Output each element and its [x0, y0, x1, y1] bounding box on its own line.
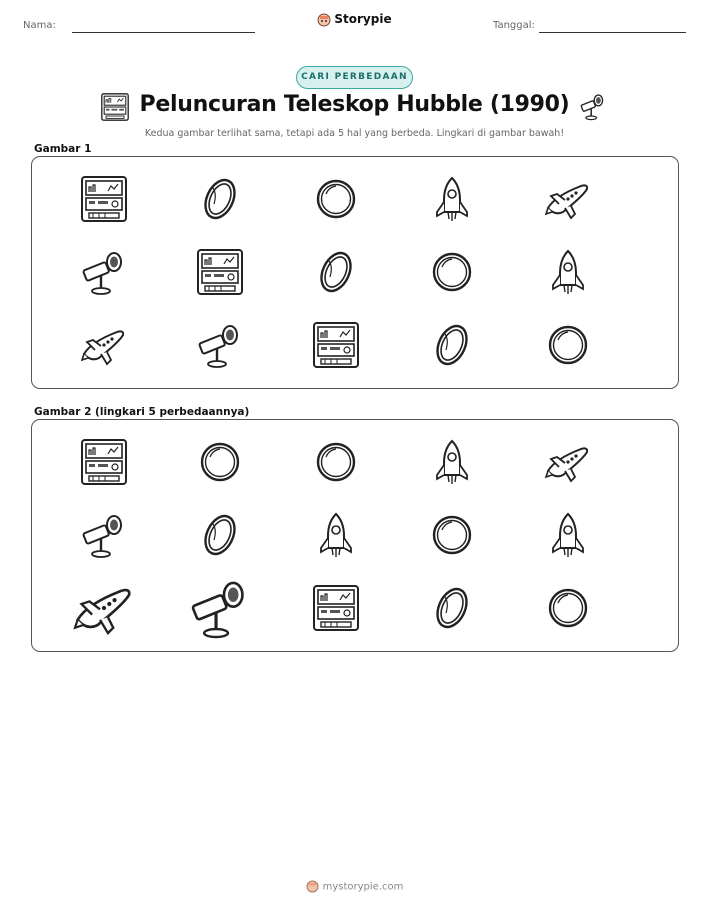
- picture-2-item-control-panel[interactable]: [311, 583, 361, 633]
- rocket-icon: [543, 247, 593, 297]
- picture-1-item-shuttle: [79, 320, 129, 370]
- rocket-icon: [427, 437, 477, 487]
- picture-1-item-telescope: [79, 247, 129, 297]
- picture-1-label: Gambar 1: [34, 143, 92, 155]
- mirror-icon: [195, 437, 245, 487]
- picture-2-item-mirror[interactable]: [311, 437, 361, 487]
- picture-1-item-control-panel: [195, 247, 245, 297]
- picture-1-item-mirror: [543, 320, 593, 370]
- telescope-icon: [187, 575, 253, 641]
- picture-2-item-rocket[interactable]: [311, 510, 361, 560]
- rocket-icon: [427, 174, 477, 224]
- storypie-mascot-icon: [306, 880, 319, 893]
- picture-2-item-telescope[interactable]: [79, 510, 129, 560]
- picture-1-item-mirror: [311, 174, 361, 224]
- picture-2-item-shuttle[interactable]: [543, 437, 593, 487]
- picture-2-item-mirror[interactable]: [543, 583, 593, 633]
- picture-2-item-coin[interactable]: [427, 583, 477, 633]
- brand-logo: [0, 12, 709, 27]
- mirror-icon: [311, 174, 361, 224]
- picture-1-item-mirror: [427, 247, 477, 297]
- picture-2-panel[interactable]: [31, 419, 679, 652]
- name-label: Nama:: [23, 20, 56, 31]
- rocket-icon: [543, 510, 593, 560]
- picture-2-item-telescope[interactable]: [187, 575, 253, 641]
- mirror-icon: [427, 247, 477, 297]
- control-panel-icon: [79, 174, 129, 224]
- picture-2-item-mirror[interactable]: [427, 510, 477, 560]
- picture-1-item-coin: [195, 174, 245, 224]
- coin-icon: [195, 174, 245, 224]
- telescope-icon: [79, 510, 129, 560]
- picture-2-item-rocket[interactable]: [543, 510, 593, 560]
- activity-badge: CARI PERBEDAAN: [296, 66, 413, 89]
- coin-icon: [311, 247, 361, 297]
- picture-1-panel: [31, 156, 679, 389]
- picture-2-label: Gambar 2 (lingkari 5 perbedaannya): [34, 406, 250, 418]
- coin-icon: [427, 320, 477, 370]
- rocket-icon: [311, 510, 361, 560]
- page-title: Peluncuran Teleskop Hubble (1990): [139, 92, 570, 117]
- picture-2-item-shuttle[interactable]: [71, 575, 137, 641]
- shuttle-icon: [543, 174, 593, 224]
- picture-1-item-telescope: [195, 320, 245, 370]
- coin-icon: [195, 510, 245, 560]
- mirror-icon: [311, 437, 361, 487]
- name-field-line[interactable]: [72, 32, 255, 33]
- telescope-icon: [578, 92, 608, 122]
- shuttle-icon: [71, 575, 137, 641]
- control-panel-icon: [311, 583, 361, 633]
- picture-2-item-coin[interactable]: [195, 510, 245, 560]
- footer: [0, 880, 709, 893]
- picture-2-item-rocket[interactable]: [427, 437, 477, 487]
- picture-2-item-mirror[interactable]: [195, 437, 245, 487]
- control-panel-icon: [311, 320, 361, 370]
- date-field-line[interactable]: [539, 32, 686, 33]
- storypie-mascot-icon: [317, 13, 331, 27]
- coin-icon: [427, 583, 477, 633]
- telescope-icon: [79, 247, 129, 297]
- picture-1-item-coin: [311, 247, 361, 297]
- mirror-icon: [427, 510, 477, 560]
- picture-1-item-rocket: [543, 247, 593, 297]
- picture-1-item-coin: [427, 320, 477, 370]
- footer-url[interactable]: mystorypie.com: [322, 881, 404, 893]
- control-panel-icon: [195, 247, 245, 297]
- telescope-icon: [195, 320, 245, 370]
- date-label: Tanggal:: [493, 20, 535, 31]
- instructions: Kedua gambar terlihat sama, tetapi ada 5 hal yang berbeda. Lingkari di gambar bawah!: [144, 128, 565, 139]
- picture-1-item-rocket: [427, 174, 477, 224]
- brand-name: Storypie: [334, 12, 392, 26]
- picture-1-item-control-panel: [79, 174, 129, 224]
- shuttle-icon: [543, 437, 593, 487]
- mirror-icon: [543, 583, 593, 633]
- picture-1-item-shuttle: [543, 174, 593, 224]
- control-panel-icon: [79, 437, 129, 487]
- picture-2-item-control-panel[interactable]: [79, 437, 129, 487]
- picture-1-item-control-panel: [311, 320, 361, 370]
- mirror-icon: [543, 320, 593, 370]
- shuttle-icon: [79, 320, 129, 370]
